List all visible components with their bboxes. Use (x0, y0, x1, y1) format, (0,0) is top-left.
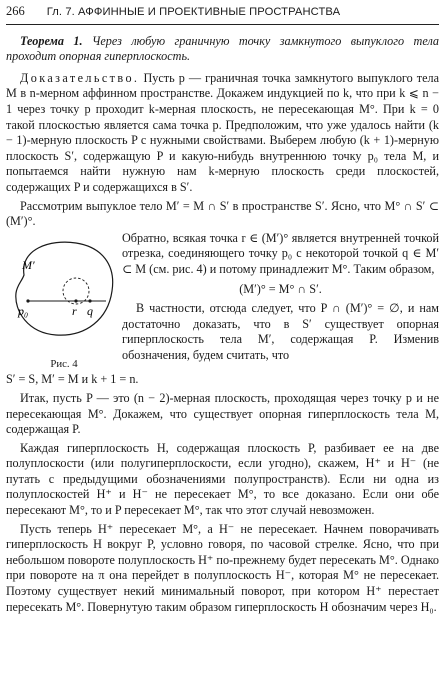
running-title: Гл. 7. АФФИННЫЕ И ПРОЕКТИВНЫЕ ПРОСТРАНСТВА (46, 6, 341, 18)
proof-paragraph-4: Итак, пусть P — это (n − 2)-мерная плоскость, проходящая через точку p и не пересекающая M°. Докажем, что существует опорная гиперплоскость тела M, содержащая P. (6, 390, 439, 437)
theorem-statement (6, 34, 439, 65)
page-number: 266 (6, 4, 25, 18)
figure-caption: Рис. 4 (50, 357, 78, 370)
label-r: r (72, 303, 77, 318)
proof-paragraph-3: В частности, отсюда следует, что P ∩ (M′)° = ∅, и нам достаточно доказать, что в S′ существует опорная гиперплоскость тела M′, содержащая P. Изменив обозначения, будем считать, что (122, 301, 439, 362)
proof-paragraph-5: Каждая гиперплоскость H, содержащая плоскость P, разбивает ее на две полуплоскости (или полугиперплоскости, если угодно), скажем, H⁺ и H⁻ (не путать с предыдущими обозначениями полупространств). Если ни одна из полуплоскостей H⁺ и H⁻ не пересекает M°, то все доказано. Если они обе пересекают M°, то и P пересекает M°, так что этот случай невозможен. (6, 440, 439, 518)
proof-paragraph-2-continued: Обратно, всякая точка r ∈ (M′)° является внутренней точкой отрезка, соединяющего точку p₀ с некоторой точкой q ∈ M′ ⊂ M (см. рис. 4) и потому принадлежит M°. Таким образом, (122, 230, 439, 276)
page-header (6, 4, 439, 25)
proof-paragraph-1-text: Пусть p — граничная точка замкнутого выпуклого тела M в n-мерном аффинном пространстве. Докажем индукцией по k, что при k ⩽ n − 1 через точку p проходит k-мерная плоскость, не пересекающая M°. При k = 0 такой плоскостью является сама точка p. Предположим, что уже удалось найти (k − 1)-мерную плоскость P с нужными свойствами. Выберем любую (k + 1)-мерную плоскость S′, содержащую P и какую-нибудь внутреннюю точку p₀ тела M, и попытаемся найти нужную нам k-мерную плоскость среди плоскостей, содержащих P и содержащихся в S′. (6, 70, 439, 194)
theorem-text: Через любую граничную точку замкнутого выпуклого тела проходит опорная гиперплоскость. (6, 33, 440, 64)
label-M-prime: M′ (22, 257, 35, 272)
proof-paragraph-1 (6, 71, 439, 196)
proof-paragraph-6: Пусть теперь H⁺ пересекает M°, а H⁻ не пересекает. Начнем поворачивать гиперплоскость H вокруг P, условно говоря, по часовой стрелке. Ясно, что при небольшом повороте полуплоскость H⁺ по-прежнему будет пересекать M°. Однако при повороте на π она перейдет в полуплоскость H⁻, которая M° не пересекает. Поэтому существует некий минимальный поворот, при котором H⁺ перестает пересекать M°. Повернутую таким образом гиперплоскость H обозначим через H₀. (6, 521, 439, 614)
body-outline (16, 242, 113, 335)
point-p0-dot (26, 299, 29, 302)
figure-4 (6, 231, 122, 373)
theorem-label: Теорема 1. (20, 33, 83, 48)
proof-label: Доказательство. (20, 70, 140, 85)
point-r-dot (74, 299, 77, 302)
formula: (M′)° = M° ∩ S′. (239, 281, 322, 296)
figure-block (6, 231, 439, 373)
label-q: q (87, 303, 93, 318)
proof-paragraph-2: Рассмотрим выпуклое тело M′ = M ∩ S′ в пространстве S′. Ясно, что M° ∩ S′ ⊂ (M′)°. (6, 198, 439, 229)
proof-paragraph-3-tail: S′ = S, M′ = M и k + 1 = n. (6, 372, 139, 387)
convex-body-diagram (6, 231, 122, 349)
figure-side-text (122, 231, 439, 373)
point-q-dot (88, 299, 91, 302)
label-p0: p₀ (18, 303, 29, 318)
